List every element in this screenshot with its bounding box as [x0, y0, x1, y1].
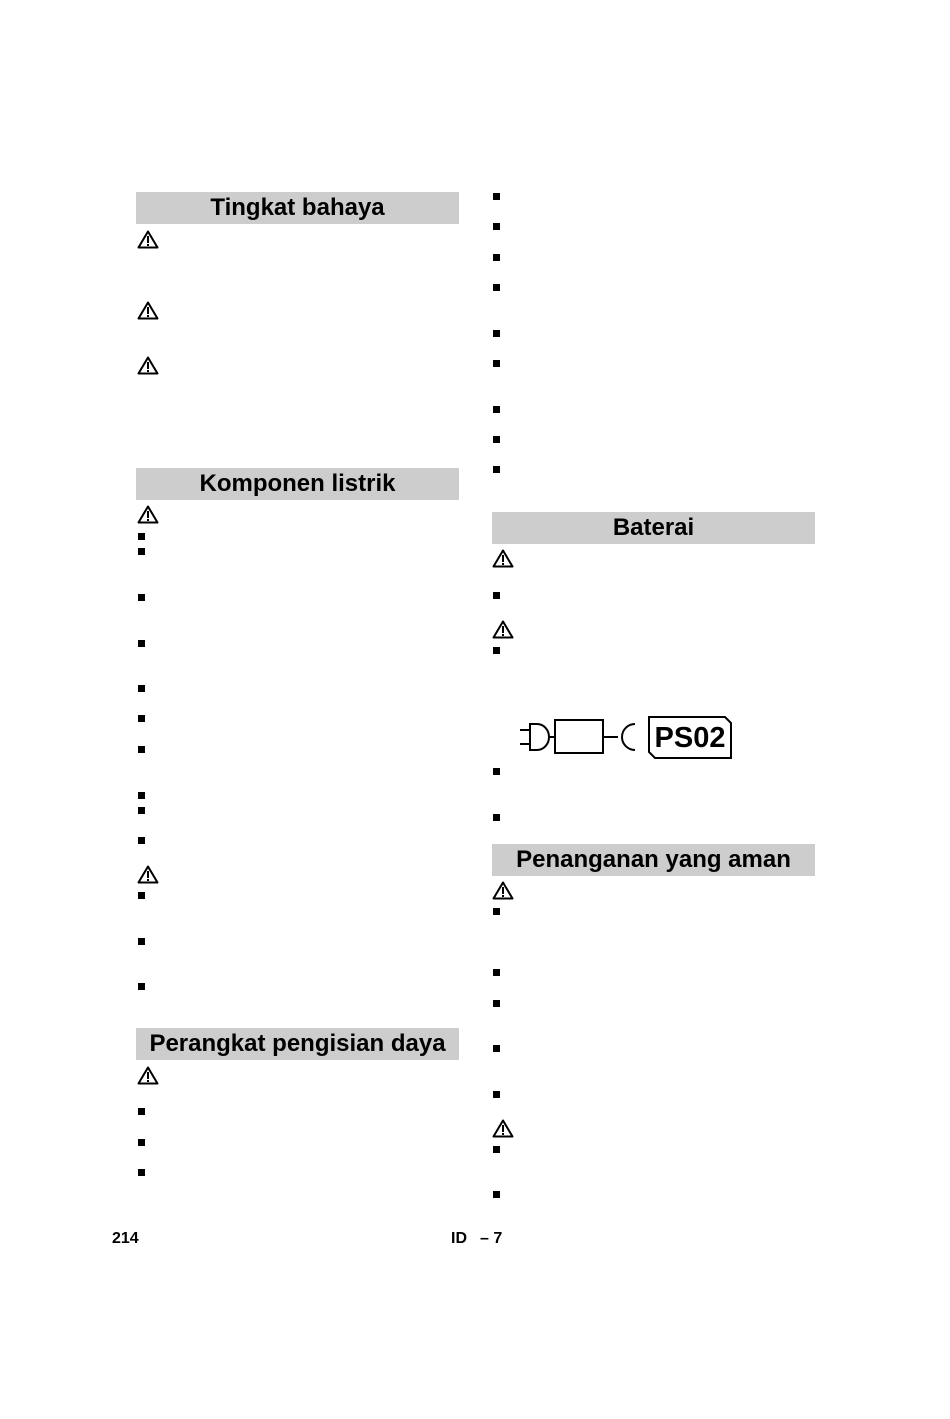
page-number: 214	[112, 1230, 139, 1247]
bullet-icon	[138, 594, 145, 601]
bullet-icon	[138, 837, 145, 844]
heading-text: Perangkat pengisian daya	[149, 1030, 446, 1057]
bullet-icon	[493, 1045, 500, 1052]
charger-diagram	[518, 714, 738, 762]
heading-text: Komponen listrik	[199, 470, 396, 497]
bullet-icon	[493, 1191, 500, 1198]
bullet-icon	[493, 284, 500, 291]
bullet-icon	[493, 1000, 500, 1007]
diagram-label: PS02	[654, 722, 726, 754]
bullet-icon	[493, 908, 500, 915]
heading-baterai	[492, 512, 815, 544]
bullet-icon	[493, 360, 500, 367]
bullet-icon	[493, 466, 500, 473]
bullet-icon	[138, 533, 145, 540]
bullet-icon	[138, 792, 145, 799]
heading-text: Penanganan yang aman	[516, 846, 791, 873]
bullet-icon	[138, 746, 145, 753]
bullet-icon	[493, 193, 500, 200]
bullet-icon	[138, 807, 145, 814]
heading-perangkat-pengisian-daya	[136, 1028, 459, 1060]
bullet-icon	[138, 1108, 145, 1115]
bullet-icon	[493, 1146, 500, 1153]
section-code: ID	[451, 1230, 467, 1247]
warning-icon	[137, 505, 159, 524]
heading-tingkat-bahaya	[136, 192, 459, 224]
warning-icon	[492, 549, 514, 568]
warning-icon	[492, 620, 514, 639]
warning-icon	[137, 1066, 159, 1085]
bullet-icon	[138, 1169, 145, 1176]
warning-icon	[492, 1119, 514, 1138]
bullet-icon	[138, 892, 145, 899]
warning-icon	[137, 865, 159, 884]
heading-penanganan-yang-aman	[492, 844, 815, 876]
bullet-icon	[138, 685, 145, 692]
bullet-icon	[138, 640, 145, 647]
bullet-icon	[493, 406, 500, 413]
warning-icon	[137, 301, 159, 320]
bullet-icon	[493, 592, 500, 599]
bullet-icon	[138, 983, 145, 990]
bullet-icon	[493, 1091, 500, 1098]
bullet-icon	[493, 436, 500, 443]
bullet-icon	[493, 647, 500, 654]
bullet-icon	[138, 1139, 145, 1146]
bullet-icon	[138, 938, 145, 945]
bullet-icon	[493, 814, 500, 821]
warning-icon	[492, 881, 514, 900]
bullet-icon	[493, 330, 500, 337]
bullet-icon	[493, 223, 500, 230]
bullet-icon	[493, 254, 500, 261]
section-page: – 7	[480, 1230, 503, 1247]
heading-text: Tingkat bahaya	[210, 194, 385, 221]
bullet-icon	[138, 715, 145, 722]
warning-icon	[137, 356, 159, 375]
heading-text: Baterai	[612, 514, 695, 541]
bullet-icon	[493, 969, 500, 976]
heading-komponen-listrik	[136, 468, 459, 500]
bullet-icon	[138, 548, 145, 555]
bullet-icon	[493, 768, 500, 775]
warning-icon	[137, 230, 159, 249]
